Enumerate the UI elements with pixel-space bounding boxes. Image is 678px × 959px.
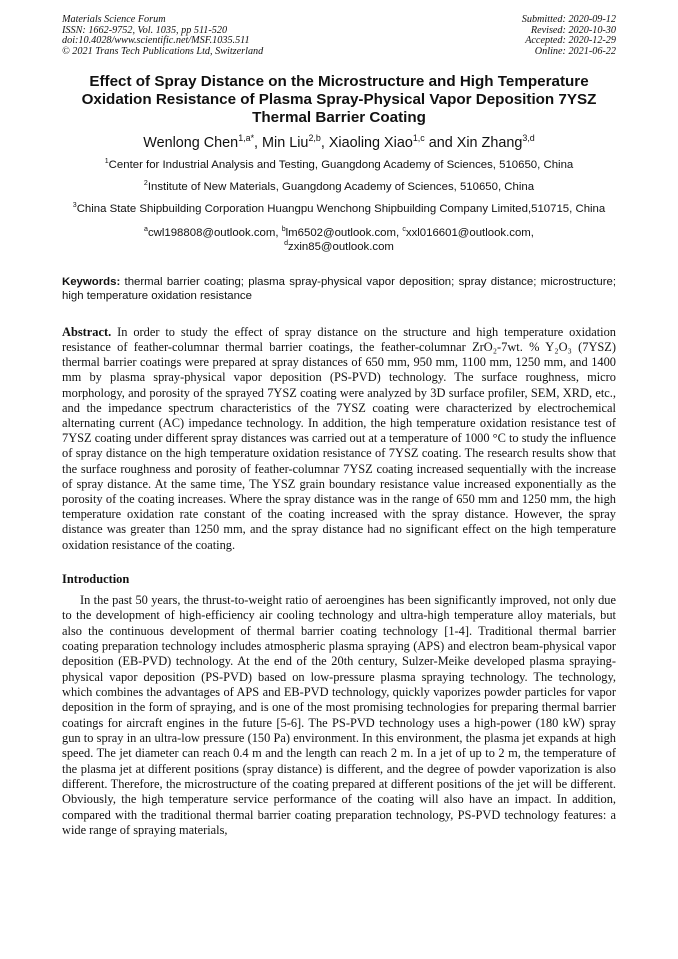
abstract-label: Abstract. <box>62 324 112 339</box>
abstract-text: In order to study the effect of spray distance on the structure and high temperature oxidation resistance of feather-columnar thermal barrier coatings, the feather-columnar ZrO₂-7wt. % Y₂O₃ (7YSZ) thermal barrier coatings were prepared at spray distances of 650 mm, 950 mm, 1100 mm, 1250 mm, and 1400 mm by plasma spray-physical vapor deposition (PS-PVD) technology. The surface roughness, micro morphology, and porosity of the sprayed 7YSZ coating were analyzed by 3D surface profiler, SEM, XRD, etc., and the impedance spectrum characteristics of the 7YSZ coating were characterized by electrochemical alternating current (AC) impedance technology. In addition, the high temperature oxidation resistance test of 7YSZ coating under different spray distances was carried out at a temperature of 1000 °C to study the influence of spray distance on the high temperature oxidation resistance of 7YSZ coating. The research results show that the surface roughness and porosity of feather-columnar 7YSZ coating increased sequentially with the increase of spray distance. At the same time, The YSZ grain boundary resistance value increased exponentially as the porosity of the coating increases. Where the spray distance was in the range of 650 mm and 1250 mm, the high temperature oxidation rate constant of the coating increased with the spray distance. However, the spray distance was greater than 1250 mm, and the spray distance had no significant effect on the high temperature oxidation resistance of the coating. <box>62 324 616 552</box>
journal-header <box>62 15 616 57</box>
paper-page <box>62 15 616 838</box>
email[interactable]: $^d$zxin85@outlook.com <box>284 239 394 253</box>
author: Xiaoling Xiao$^{1,c}$ and <box>328 132 457 151</box>
paper-title: Effect of Spray Distance on the Microstructure and High Temperature Oxidation Resistance of Plasma Spray-Physical Vapor Deposition 7YSZ Thermal Barrier Coating <box>81 73 597 126</box>
journal-copyright: © 2021 Trans Tech Publications Ltd, Switzerland <box>62 45 264 57</box>
email[interactable]: $^c$xxl016601@outlook.com <box>402 225 531 239</box>
date-accepted: Accepted: 2020-12-29 <box>525 35 616 47</box>
abstract <box>62 325 616 553</box>
journal-info <box>62 15 263 57</box>
affiliation-3: $^3$China State Shipbuilding Corporation Huangpu Wenchong Shipbuilding Company Limited,510715, China <box>72 201 606 215</box>
affiliation-1: $^1$Center for Industrial Analysis and Testing, Guangdong Academy of Sciences, 510650, China <box>104 157 574 171</box>
date-online: Online: 2021-06-22 <box>534 45 616 57</box>
email[interactable]: $^b$lm6502@outlook.com <box>281 225 396 239</box>
author: Xin Zhang$^{3,d}$ <box>456 132 535 151</box>
author: Min Liu$^{2,b}$, <box>262 132 329 151</box>
keywords-label: Keywords: <box>62 275 121 288</box>
email[interactable]: $^a$cwl198808@outlook.com <box>144 225 276 239</box>
introduction-paragraph: In the past 50 years, the thrust-to-weight ratio of aeroengines has been significantly improved, not only due to the development of high-efficiency air cooling technology and ultra-high temperature alloy materials, but also the continuous development of thermal barrier coating technology [1-4]. Traditional thermal barrier coating preparation technology includes atmospheric plasma spraying (APS) and electron beam-physical vapor deposition (EB-PVD) technology. At the end of the 20th century, Sulzer-Meike developed plasma spraying-physical vapor deposition (PS-PVD) based on low-pressure plasma spraying technology. The technology, which combines the advantages of APS and EB-PVD technology, quickly vaporizes powder particles for vapor deposition in the form of spraying, and is one of the most promising technologies for preparing thermal barrier coatings for aircraft engines in the future [5-6]. The PS-PVD technology uses a high-power (180 kW) spray gun to spray in an ultra-low pressure (150 Pa) environment. In this environment, the plasma jet expands at high speed. The jet diameter can reach 0.4 m and the length can reach 2 m. In a jet of up to 2 m, the temperature of the plasma jet at different positions (spray distance) is different, and the degree of powder vaporization is also different. Therefore, the microstructure of the coating prepared at different positions of the jet will be different. Obviously, the high temperature service performance of the coating will also have an impact. In addition, compared with the traditional thermal barrier coating preparation technology, PS-PVD technology features: a wide range of spraying materials, <box>62 592 616 837</box>
affiliation-2: $^2$Institute of New Materials, Guangdong Academy of Sciences, 510650, China <box>143 179 535 193</box>
author-emails: $^a$cwl198808@outlook.com, $^b$lm6502@outlook.com, $^c$xxl016601@outlook.com, $^d$zxin85@outlook.com <box>144 225 534 253</box>
journal-doi: doi:10.4028/www.scientific.net/MSF.1035.511 <box>62 35 250 47</box>
section-heading-introduction: Introduction <box>62 571 130 586</box>
date-submitted: Submitted: 2020-09-12 <box>521 14 616 25</box>
publication-dates <box>522 15 616 57</box>
author-list <box>62 134 616 152</box>
journal-name: Materials Science Forum <box>62 14 166 25</box>
author: Wenlong Chen$^{1,a*}$, <box>143 132 263 151</box>
date-revised: Revised: 2020-10-30 <box>530 24 616 36</box>
journal-issn: ISSN: 1662-9752, Vol. 1035, pp 511-520 <box>62 24 228 36</box>
keywords-text: thermal barrier coating; plasma spray-physical vapor deposition; spray distance; microstructure; high temperature oxidation resistance <box>62 275 616 302</box>
keywords <box>62 275 616 303</box>
